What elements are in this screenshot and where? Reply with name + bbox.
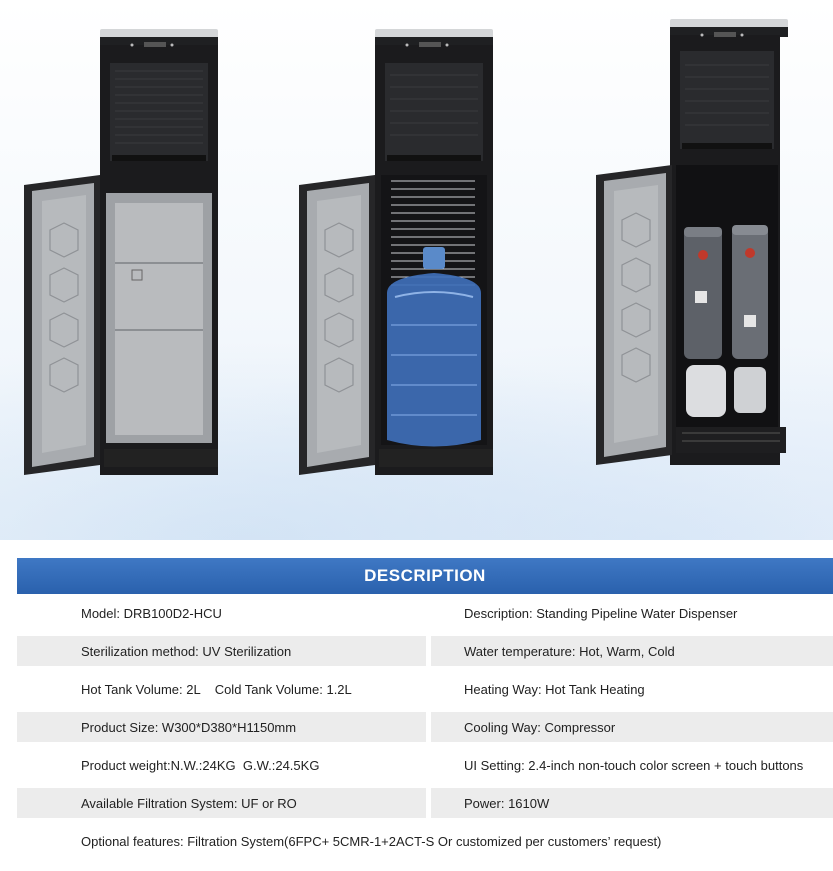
spec-model: Model: DRB100D2-HCU bbox=[17, 598, 426, 628]
spec-sterilization: Sterilization method: UV Sterilization bbox=[17, 636, 426, 666]
spec-product-size: Product Size: W300*D380*H1150mm bbox=[17, 712, 426, 742]
dispenser-image-bottle bbox=[295, 25, 510, 485]
description-header: DESCRIPTION bbox=[17, 558, 833, 594]
spec-row bbox=[17, 784, 833, 822]
spec-optional-features: Optional features: Filtration System(6FPC+ 5CMR-1+2ACT-S Or customized per customers’ request) bbox=[17, 826, 833, 856]
spec-tank-volume: Hot Tank Volume: 2L Cold Tank Volume: 1.2L bbox=[17, 674, 426, 704]
spec-description: Description: Standing Pipeline Water Dispenser bbox=[431, 598, 833, 628]
spec-water-temperature: Water temperature: Hot, Warm, Cold bbox=[431, 636, 833, 666]
spec-cooling-way: Cooling Way: Compressor bbox=[431, 712, 833, 742]
spec-row bbox=[17, 708, 833, 746]
spec-power: Power: 1610W bbox=[431, 788, 833, 818]
spec-table bbox=[17, 594, 833, 860]
spec-filtration-system: Available Filtration System: UF or RO bbox=[17, 788, 426, 818]
spec-row bbox=[17, 632, 833, 670]
spec-heating-way: Heating Way: Hot Tank Heating bbox=[431, 674, 833, 704]
spec-row bbox=[17, 822, 833, 860]
dispenser-image-empty bbox=[20, 25, 235, 485]
spec-row bbox=[17, 746, 833, 784]
spec-row bbox=[17, 670, 833, 708]
spec-ui-setting: UI Setting: 2.4-inch non-touch color screen + touch buttons bbox=[431, 750, 833, 780]
spec-product-weight: Product weight:N.W.:24KG G.W.:24.5KG bbox=[17, 750, 426, 780]
spec-row bbox=[17, 594, 833, 632]
dispenser-image-filters bbox=[592, 15, 807, 475]
